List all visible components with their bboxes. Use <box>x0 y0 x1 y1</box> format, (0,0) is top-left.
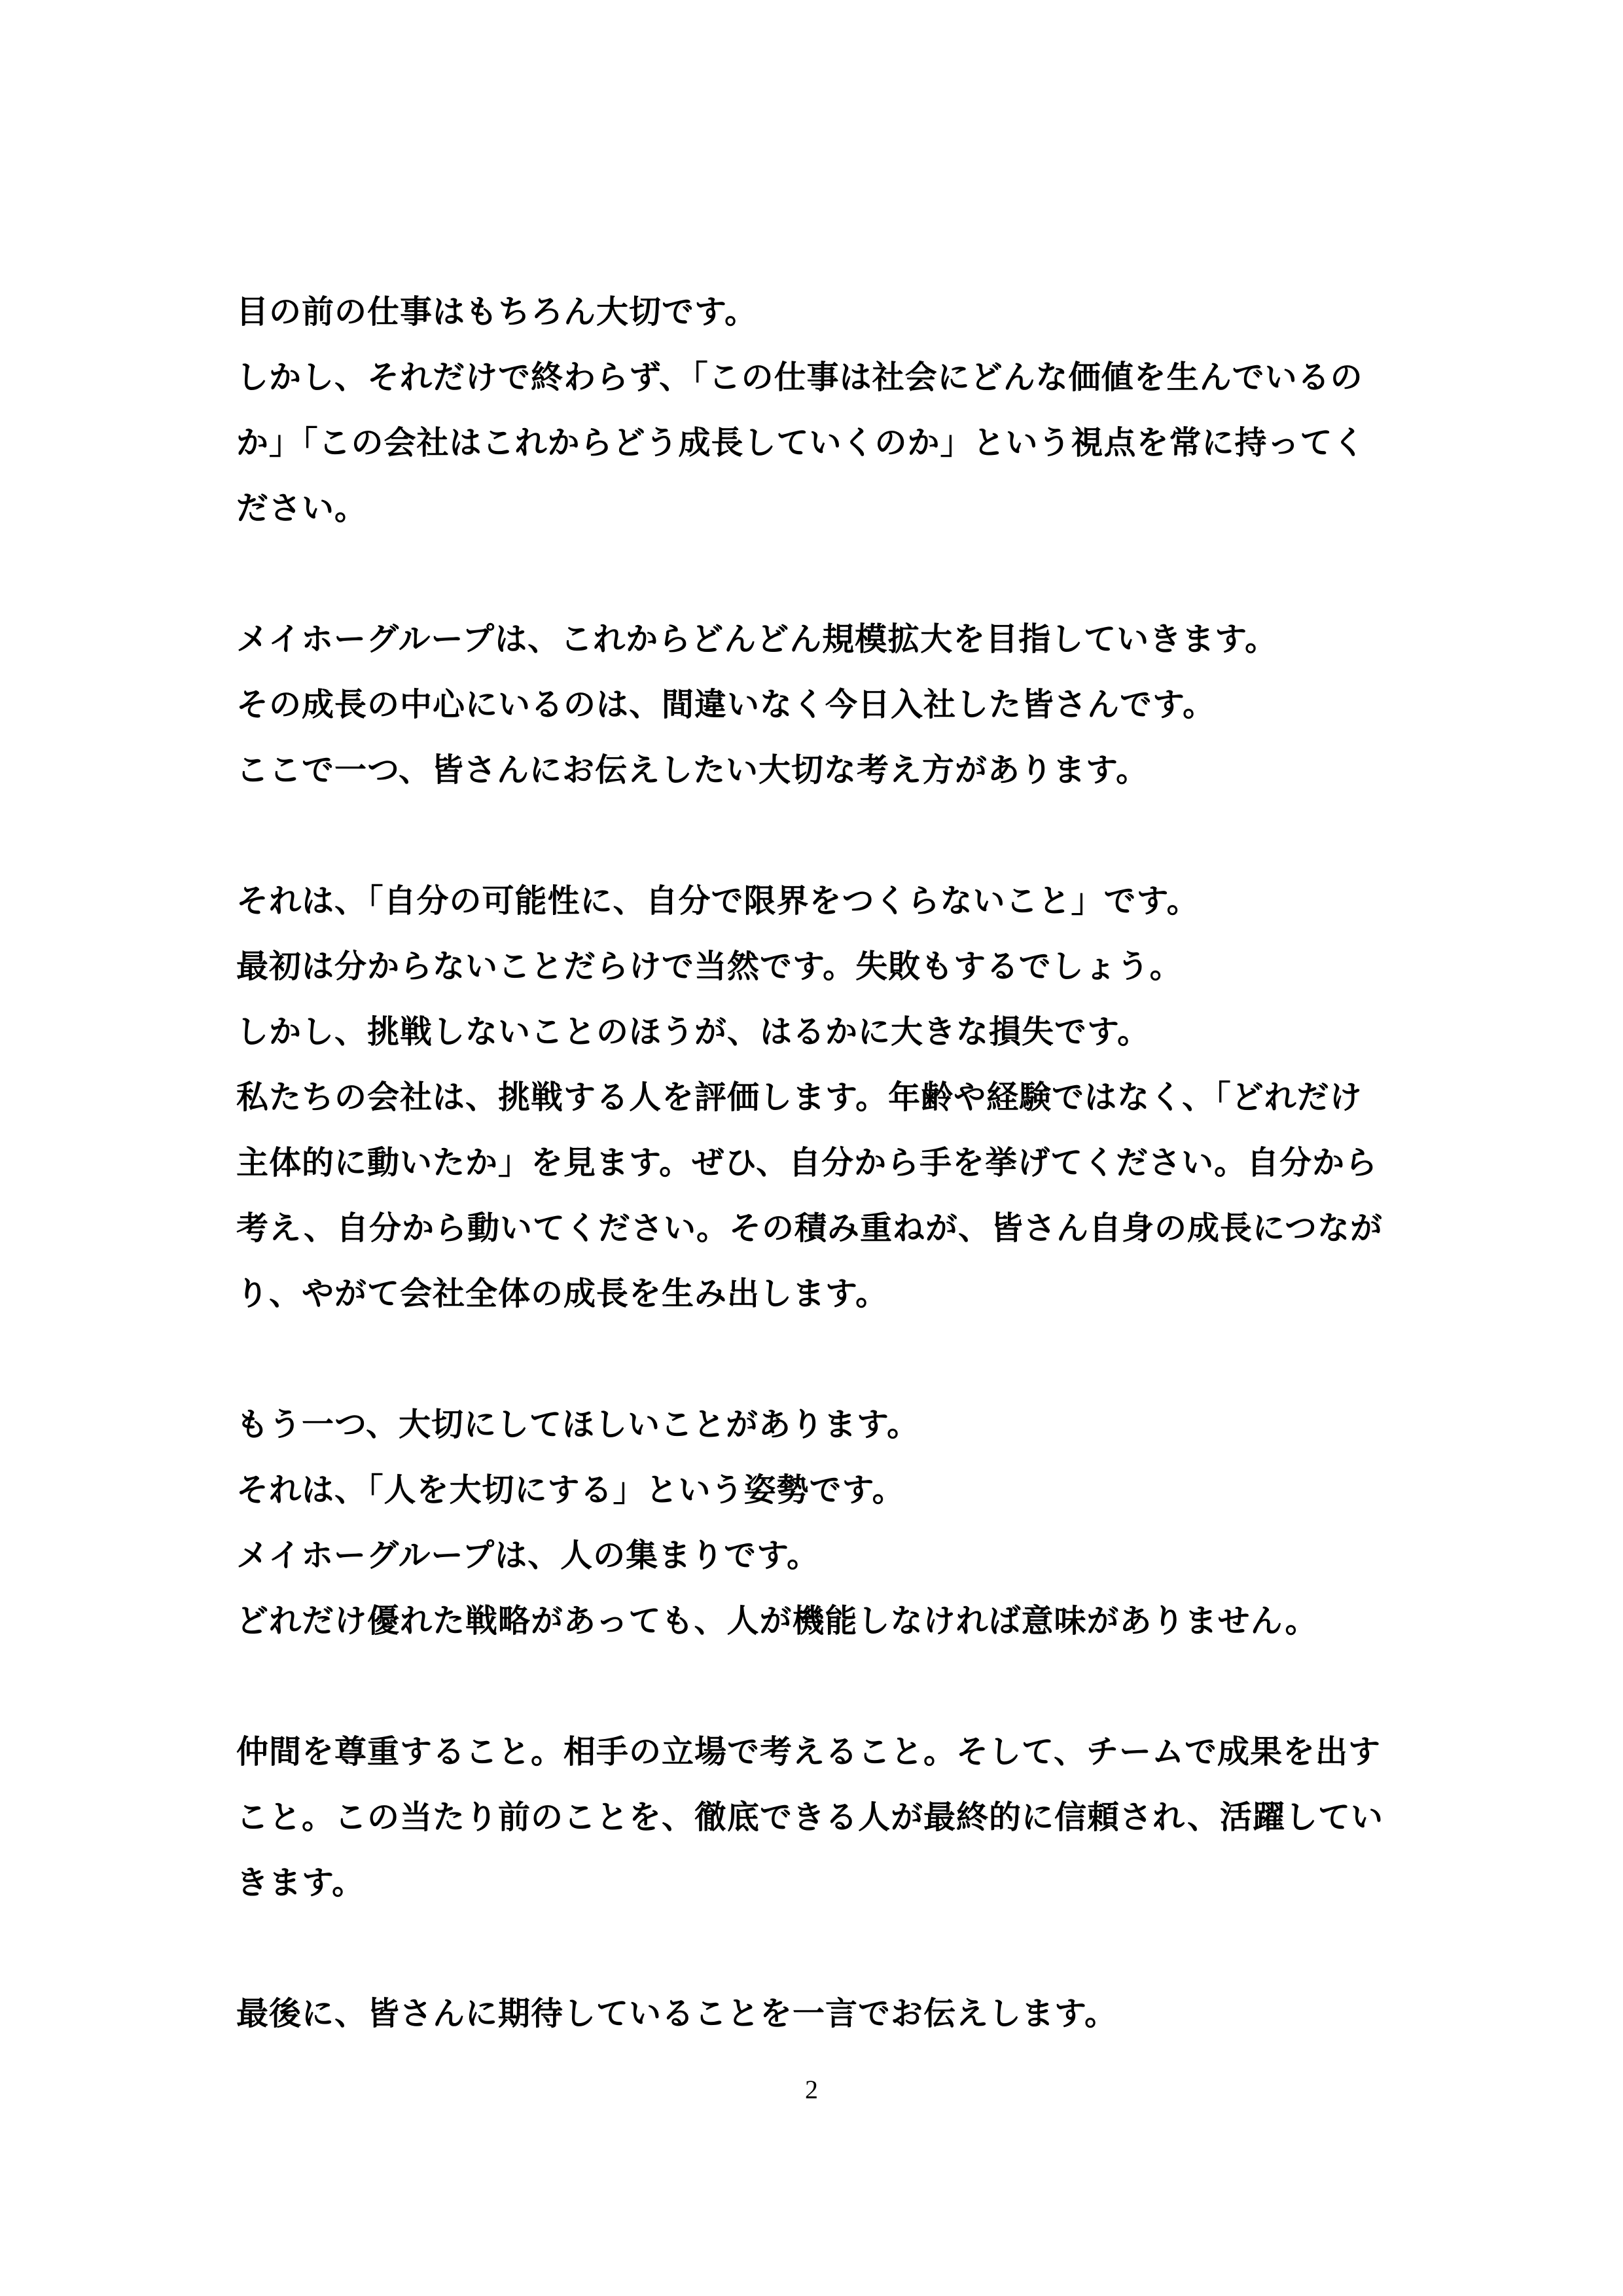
text-line: 最後に、皆さんに期待していることを一言でお伝えします。 <box>236 1995 1118 2032</box>
text-line: 最初は分からないことだらけで当然です。失敗もするでしょう。 <box>236 948 1183 985</box>
text-line: か」「この会社はこれからどう成長していくのか」という視点を常に持ってく <box>236 424 1366 461</box>
text-line: きます。 <box>236 1864 365 1901</box>
text-line: その成長の中心にいるのは、間違いなく今日入社した皆さんです。 <box>236 686 1216 723</box>
paragraph-spacer <box>236 1327 1408 1392</box>
text-line: それは、「自分の可能性に、自分で限界をつくらないこと」です。 <box>236 882 1200 920</box>
paragraph <box>236 869 1408 1327</box>
text-line: り、やがて会社全体の成長を生み出します。 <box>236 1275 889 1312</box>
text-line: 考え、自分から動いてください。その積み重ねが、皆さん自身の成長につなが <box>236 1210 1383 1247</box>
text-line: 私たちの会社は、挑戦する人を評価します。年齢や経験ではなく、「どれだけ <box>236 1079 1363 1116</box>
paragraph <box>236 1719 1408 1916</box>
paragraph-spacer <box>236 1654 1408 1719</box>
text-line: もう一つ、大切にしてほしいことがあります。 <box>236 1406 920 1443</box>
paragraph-spacer <box>236 541 1408 607</box>
text-line: 主体的に動いたか」を見ます。ぜひ、自分から手を挙げてください。自分から <box>236 1144 1378 1181</box>
text-line: しかし、挑戦しないことのほうが、はるかに大きな損失です。 <box>236 1013 1150 1050</box>
text-line: ださい。 <box>236 490 368 527</box>
paragraph <box>236 1392 1408 1654</box>
text-line: こと。この当たり前のことを、徹底できる人が最終的に信頼され、活躍してい <box>236 1799 1383 1836</box>
paragraph-spacer <box>236 1916 1408 1981</box>
text-line: しかし、それだけで終わらず、「この仕事は社会にどんな価値を生んでいるの <box>236 359 1363 396</box>
text-line: ここで一つ、皆さんにお伝えしたい大切な考え方があります。 <box>236 751 1149 789</box>
paragraph <box>236 607 1408 803</box>
text-line: それは、「人を大切にする」という姿勢です。 <box>236 1471 905 1509</box>
text-line: 目の前の仕事はもちろん大切です。 <box>236 293 758 331</box>
paragraph <box>236 1981 1408 2047</box>
text-line: メイホーグループは、人の集まりです。 <box>236 1537 820 1574</box>
body-text <box>236 279 1408 2047</box>
paragraph <box>236 279 1408 541</box>
page-number: 2 <box>805 2075 818 2104</box>
text-line: メイホーグループは、これからどんどん規模拡大を目指していきます。 <box>236 620 1278 658</box>
text-line: どれだけ優れた戦略があっても、人が機能しなければ意味がありません。 <box>236 1602 1318 1640</box>
paragraph-spacer <box>236 803 1408 869</box>
text-line: 仲間を尊重すること。相手の立場で考えること。そして、チームで成果を出す <box>236 1733 1382 1770</box>
